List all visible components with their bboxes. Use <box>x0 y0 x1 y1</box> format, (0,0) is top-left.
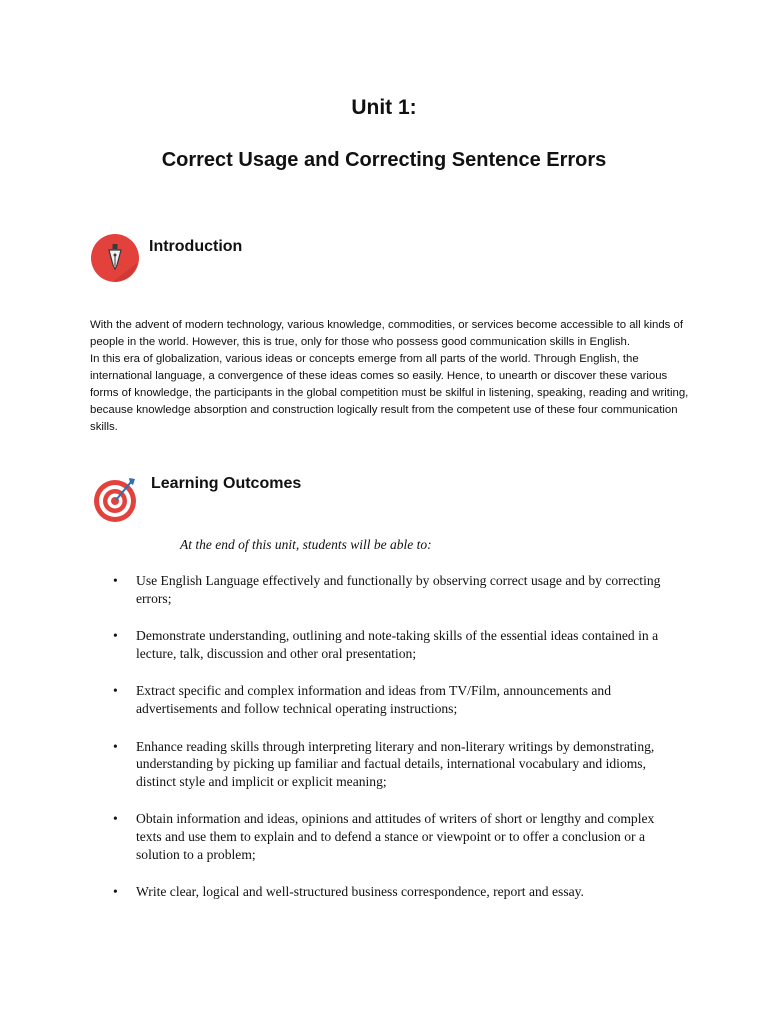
list-item-text: Use English Language effectively and functionally by observing correct usage and by correcting errors; <box>136 573 661 606</box>
list-item <box>110 810 670 863</box>
bullet-icon: • <box>113 683 118 699</box>
bullet-icon: • <box>113 811 118 827</box>
list-item-text: Enhance reading skills through interpreting literary and non-literary writings by demonstrating, understanding by picking up familiar and factual details, international vocabulary and idioms, distinct style and implicit or explicit meaning; <box>136 738 655 789</box>
bullet-icon: • <box>113 884 118 900</box>
bullet-icon: • <box>113 738 118 754</box>
bullet-icon: • <box>113 573 118 588</box>
list-item-text: Extract specific and complex information and ideas from TV/Film, announcements and advertisements and follow technical operating instructions; <box>136 683 612 716</box>
list-item <box>110 627 670 662</box>
target-icon <box>90 474 140 524</box>
list-item <box>110 682 670 717</box>
introduction-paragraph: In this era of globalization, various ideas or concepts emerge from all parts of the world. Through English, the international language, a convergence of these ideas comes so easily. Hence, to unearth or discover these various forms of knowledge, the participants in the global competition must be skilful in listening, speaking, reading and writing, because knowledge absorption and construction logically result from the competent use of these four communication skills. <box>90 353 689 433</box>
introduction-paragraph: With the advent of modern technology, various knowledge, commodities, or services become accessible to all kinds of people in the world. However, this is true, only for those who possess good communication skills in English. <box>90 319 684 348</box>
section-heading-learning-outcomes: Learning Outcomes <box>151 475 302 492</box>
section-heading-introduction: Introduction <box>149 238 243 255</box>
list-item <box>110 883 670 901</box>
list-item <box>110 572 670 607</box>
list-item-text: Write clear, logical and well-structured business correspondence, report and essay. <box>136 884 584 900</box>
page-title: Correct Usage and Correcting Sentence Errors <box>161 149 607 171</box>
outcomes-list <box>110 572 670 921</box>
list-item-text: Obtain information and ideas, opinions and attitudes of writers of short or lengthy and complex texts and use them to explain and to defend a stance or viewpoint or to offer a conclusion or a solution to a problem; <box>136 811 655 862</box>
outcomes-lead: At the end of this unit, students will be able to: <box>180 537 432 552</box>
unit-label: Unit 1: <box>351 96 417 119</box>
list-item-text: Demonstrate understanding, outlining and note-taking skills of the essential ideas contained in a lecture, talk, discussion and other oral presentation; <box>136 628 659 661</box>
bullet-icon: • <box>113 628 118 644</box>
introduction-body <box>90 317 690 436</box>
list-item <box>110 738 670 791</box>
pen-nib-icon <box>90 233 140 283</box>
